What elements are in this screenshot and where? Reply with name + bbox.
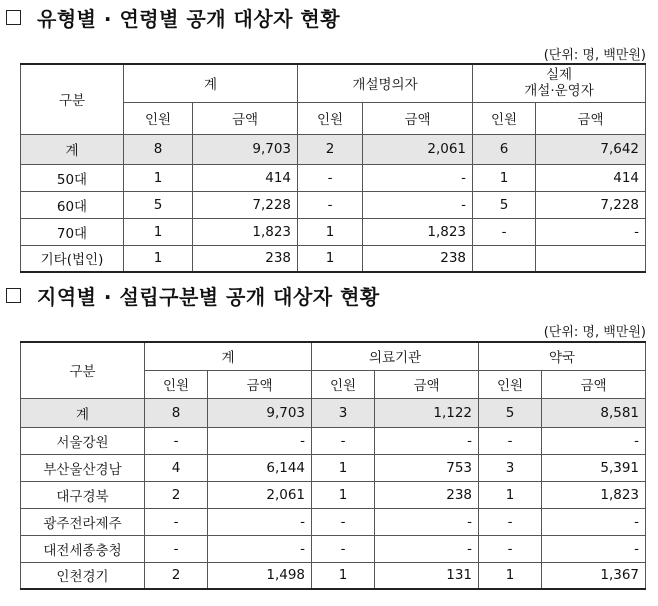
cell-amount: -	[542, 535, 646, 562]
cell-count: 1	[298, 245, 363, 272]
section2-table	[20, 341, 646, 590]
cell-amount: 9,703	[193, 134, 298, 164]
cell-amount: -	[208, 508, 312, 535]
section2-unit: (단위: 명, 백만원)	[543, 325, 646, 340]
table-row	[21, 134, 646, 164]
sub-header: 인원	[145, 370, 208, 398]
header-group-operator	[473, 64, 646, 102]
cell-count: 1	[124, 164, 193, 191]
cell-amount: 1,823	[193, 218, 298, 245]
cell-count: -	[312, 427, 375, 454]
cell-count: 1	[479, 562, 542, 589]
header-group-registrant: 개설명의자	[298, 64, 473, 102]
header-group-total: 계	[124, 64, 298, 102]
header-gubun: 구분	[21, 342, 145, 398]
cell-amount: 1,823	[542, 481, 646, 508]
cell-amount: 7,228	[193, 191, 298, 218]
cell-amount: -	[208, 427, 312, 454]
cell-amount: -	[536, 218, 646, 245]
cell-amount: 5,391	[542, 454, 646, 481]
cell-count: 5	[124, 191, 193, 218]
cell-count: -	[298, 191, 363, 218]
cell-amount	[536, 245, 646, 272]
cell-amount: -	[375, 508, 479, 535]
table-row	[21, 427, 646, 454]
sub-header: 금액	[363, 102, 473, 134]
section2-title: 지역별 · 설립구분별 공개 대상자 현황	[37, 284, 380, 309]
header-group-operator-line1: 실제	[545, 67, 573, 84]
sub-header: 금액	[375, 370, 479, 398]
cell-count: 3	[312, 398, 375, 427]
checkbox-square-icon	[6, 10, 21, 25]
row-label: 부산울산경남	[21, 454, 145, 481]
section1-table	[20, 63, 646, 273]
cell-amount: -	[542, 427, 646, 454]
cell-amount: 1,367	[542, 562, 646, 589]
sub-header: 금액	[536, 102, 646, 134]
row-label: 계	[21, 398, 145, 427]
cell-count: 1	[124, 245, 193, 272]
cell-count: 5	[479, 398, 542, 427]
header-group-total: 계	[145, 342, 312, 370]
cell-amount: 1,823	[363, 218, 473, 245]
row-label: 광주전라제주	[21, 508, 145, 535]
sub-header: 금액	[542, 370, 646, 398]
cell-count: 6	[473, 134, 536, 164]
table-row	[21, 535, 646, 562]
cell-count: -	[479, 427, 542, 454]
cell-count	[473, 245, 536, 272]
sub-header: 인원	[298, 102, 363, 134]
sub-header: 금액	[208, 370, 312, 398]
table-row	[21, 191, 646, 218]
cell-amount: 2,061	[208, 481, 312, 508]
cell-amount: 2,061	[363, 134, 473, 164]
table-row	[21, 481, 646, 508]
section1-unit: (단위: 명, 백만원)	[543, 48, 646, 63]
table-row	[21, 454, 646, 481]
cell-amount: 131	[375, 562, 479, 589]
cell-amount: 238	[193, 245, 298, 272]
row-label: 인천경기	[21, 562, 145, 589]
row-label: 서울강원	[21, 427, 145, 454]
checkbox-square-icon	[6, 288, 21, 303]
cell-count: 1	[479, 481, 542, 508]
cell-count: 1	[124, 218, 193, 245]
row-label: 60대	[21, 191, 124, 218]
cell-amount: 414	[536, 164, 646, 191]
cell-count: 4	[145, 454, 208, 481]
cell-count: -	[312, 508, 375, 535]
sub-header: 인원	[312, 370, 375, 398]
cell-amount: -	[363, 191, 473, 218]
cell-amount: 238	[363, 245, 473, 272]
cell-count: 2	[145, 481, 208, 508]
cell-count: 1	[312, 481, 375, 508]
table-row	[21, 508, 646, 535]
row-label: 대구경북	[21, 481, 145, 508]
cell-count: -	[312, 535, 375, 562]
cell-count: -	[145, 508, 208, 535]
cell-count: -	[479, 535, 542, 562]
cell-count: -	[479, 508, 542, 535]
cell-amount: 7,228	[536, 191, 646, 218]
header-gubun: 구분	[21, 64, 124, 134]
row-label: 대전세종충청	[21, 535, 145, 562]
cell-amount: -	[208, 535, 312, 562]
cell-count: 1	[312, 562, 375, 589]
sub-header: 금액	[193, 102, 298, 134]
cell-amount: 1,498	[208, 562, 312, 589]
row-label: 계	[21, 134, 124, 164]
cell-count: -	[298, 164, 363, 191]
row-label: 기타(법인)	[21, 245, 124, 272]
header-group-medical: 의료기관	[312, 342, 479, 370]
cell-amount: 8,581	[542, 398, 646, 427]
cell-amount: 414	[193, 164, 298, 191]
table-row	[21, 398, 646, 427]
cell-amount: -	[375, 535, 479, 562]
cell-amount: 6,144	[208, 454, 312, 481]
cell-count: 1	[312, 454, 375, 481]
sub-header: 인원	[473, 102, 536, 134]
cell-amount: 7,642	[536, 134, 646, 164]
section1-title: 유형별 · 연령별 공개 대상자 현황	[37, 6, 341, 31]
header-group-pharmacy: 약국	[479, 342, 646, 370]
cell-amount: 238	[375, 481, 479, 508]
cell-count: 2	[145, 562, 208, 589]
cell-count: 2	[298, 134, 363, 164]
section2-heading	[6, 282, 380, 308]
cell-count: 1	[473, 164, 536, 191]
cell-count: 8	[124, 134, 193, 164]
table-row	[21, 562, 646, 589]
cell-amount: -	[363, 164, 473, 191]
sub-header: 인원	[124, 102, 193, 134]
cell-amount: 9,703	[208, 398, 312, 427]
header-group-operator-line2: 개설·운영자	[524, 83, 594, 100]
table-row	[21, 164, 646, 191]
cell-count: -	[473, 218, 536, 245]
table-row	[21, 245, 646, 272]
cell-count: 1	[298, 218, 363, 245]
cell-amount: -	[542, 508, 646, 535]
cell-amount: -	[375, 427, 479, 454]
table-row	[21, 218, 646, 245]
cell-count: -	[145, 427, 208, 454]
cell-count: 5	[473, 191, 536, 218]
cell-amount: 753	[375, 454, 479, 481]
section1-heading	[6, 4, 340, 30]
row-label: 70대	[21, 218, 124, 245]
cell-amount: 1,122	[375, 398, 479, 427]
cell-count: -	[145, 535, 208, 562]
cell-count: 8	[145, 398, 208, 427]
sub-header: 인원	[479, 370, 542, 398]
row-label: 50대	[21, 164, 124, 191]
cell-count: 3	[479, 454, 542, 481]
